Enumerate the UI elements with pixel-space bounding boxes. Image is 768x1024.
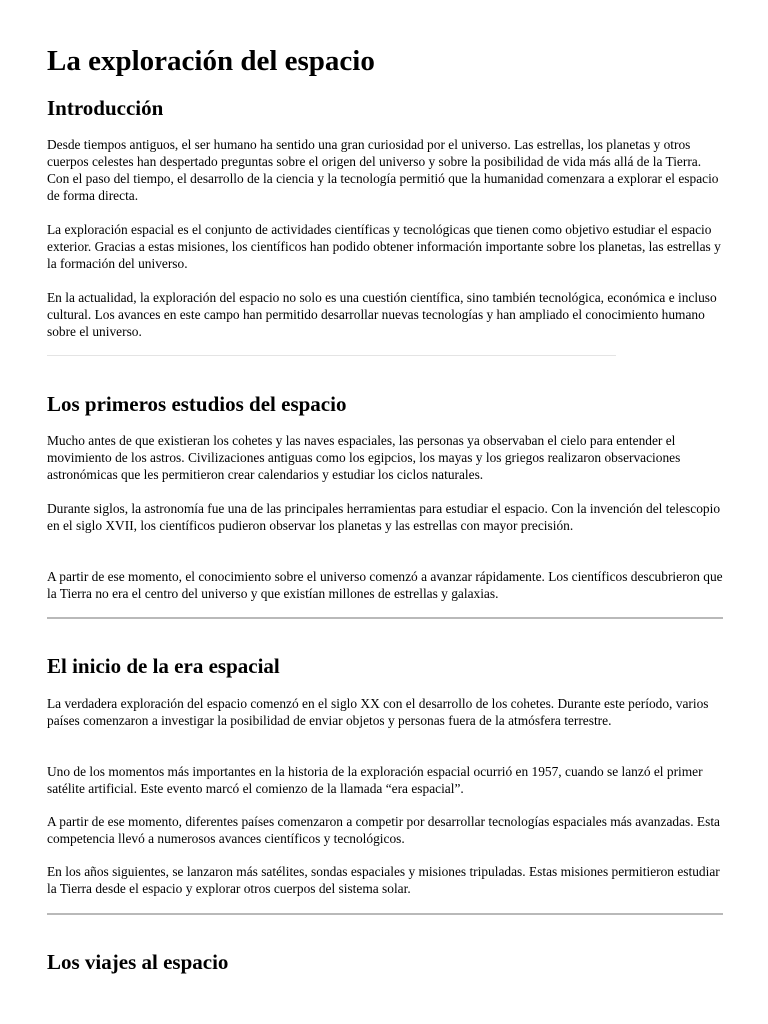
paragraph: La verdadera exploración del espacio comenzó en el siglo XX con el desarrollo de los cohetes. Durante este período, varios países comenzaron a investigar la posibilidad de enviar objetos y personas fuera de la atmósfera terrestre.: [47, 696, 709, 728]
paragraph: Durante siglos, la astronomía fue una de las principales herramientas para estudiar el espacio. Con la invención del telescopio en el siglo XVII, los científicos pudieron observar los planetas y las estrellas con mayor precisión.: [47, 501, 721, 533]
document-title: La exploración del espacio: [47, 45, 375, 77]
paragraph: Uno de los momentos más importantes en la historia de la exploración espacial ocurrió en 1957, cuando se lanzó el primer satélite artificial. Este evento marcó el comienzo de la llamada “era espacial”.: [47, 764, 703, 796]
paragraph: Desde tiempos antiguos, el ser humano ha sentido una gran curiosidad por el universo. Las estrellas, los planetas y otros cuerpos celestes han despertado preguntas sobre el origen del universo y sobre la posibilidad de vida más allá de la Tierra. Con el paso del tiempo, el desarrollo de la ciencia y la tecnología permitió que la humanidad comenzara a explorar el espacio de forma directa.: [47, 137, 719, 203]
section-divider: [47, 617, 723, 619]
paragraph: En los años siguientes, se lanzaron más satélites, sondas espaciales y misiones tripuladas. Estas misiones permitieron estudiar la Tierra desde el espacio y explorar otros cuerpos del sistema solar.: [47, 864, 720, 896]
paragraph: A partir de ese momento, el conocimiento sobre el universo comenzó a avanzar rápidamente. Los científicos descubrieron que la Tierra no era el centro del universo y que existían millones de estrellas y galaxias.: [47, 569, 723, 601]
paragraph: En la actualidad, la exploración del espacio no solo es una cuestión científica, sino también tecnológica, económica e incluso cultural. Los avances en este campo han permitido desarrollar nuevas tecnologías y han ampliado el conocimiento humano sobre el universo.: [47, 290, 717, 339]
paragraph: A partir de ese momento, diferentes países comenzaron a competir por desarrollar tecnologías espaciales más avanzadas. Esta competencia llevó a numerosos avances científicos y tecnológicos.: [47, 814, 720, 846]
section-divider: [47, 913, 723, 915]
paragraph: Mucho antes de que existieran los cohetes y las naves espaciales, las personas ya observaban el cielo para entender el movimiento de los astros. Civilizaciones antiguas como los egipcios, los mayas y los griegos realizaron observaciones astronómicas que les permitieron crear calendarios y estudiar los ciclos naturales.: [47, 433, 681, 482]
section-divider: [47, 355, 616, 356]
section-heading-viajes-espacio: Los viajes al espacio: [47, 950, 229, 974]
paragraph: La exploración espacial es el conjunto de actividades científicas y tecnológicas que tienen como objetivo estudiar el espacio exterior. Gracias a estas misiones, los científicos han podido obtener información importante sobre los planetas, las estrellas y la formación del universo.: [47, 222, 721, 271]
section-heading-introduccion: Introducción: [47, 96, 164, 120]
section-heading-primeros-estudios: Los primeros estudios del espacio: [47, 392, 347, 416]
section-heading-era-espacial: El inicio de la era espacial: [47, 654, 280, 678]
